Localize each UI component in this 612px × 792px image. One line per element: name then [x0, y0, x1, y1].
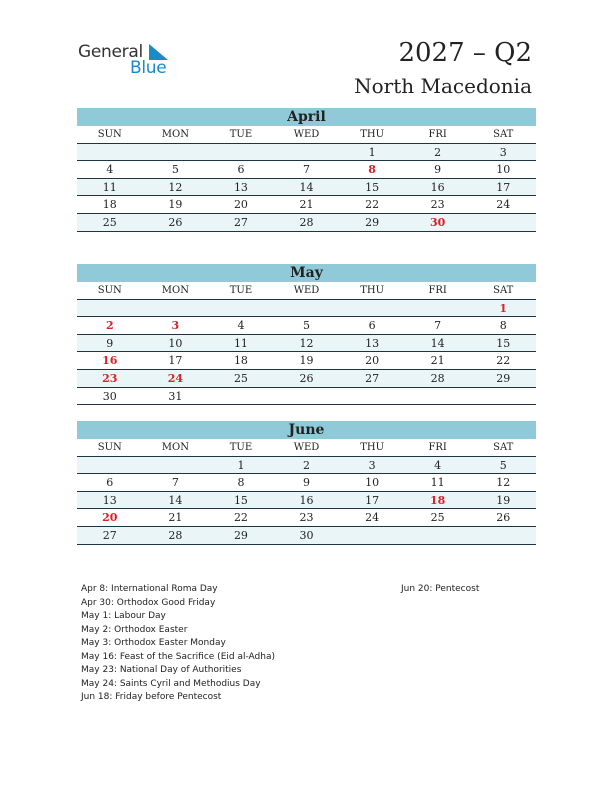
day-cell: 3	[368, 458, 376, 472]
day-cell: 9	[434, 163, 442, 177]
weekday-label: FRI	[428, 442, 447, 453]
day-cell: 18	[102, 198, 117, 212]
day-cell: 23	[102, 371, 118, 385]
day-cell: 8	[368, 163, 376, 177]
weekday-label: MON	[161, 285, 189, 296]
day-cell: 3	[171, 319, 180, 333]
month-may	[77, 264, 536, 405]
day-cell: 25	[233, 371, 248, 385]
holiday-note: May 16: Feast of the Sacrifice (Eid al-Adha)	[81, 651, 275, 662]
day-cell	[470, 214, 536, 231]
day-cell: 13	[365, 336, 380, 350]
week-row	[77, 527, 536, 545]
week-row	[77, 352, 536, 370]
day-cell: 9	[106, 336, 114, 350]
day-cell: 24	[365, 511, 380, 525]
day-cell: 21	[430, 354, 445, 368]
logo	[78, 42, 188, 82]
day-cell: 8	[499, 319, 507, 333]
day-cell: 19	[168, 198, 183, 212]
day-cell: 29	[365, 215, 380, 229]
weekday-row	[77, 439, 536, 457]
day-cell: 1	[499, 301, 508, 315]
day-cell: 16	[102, 354, 118, 368]
day-cell: 2	[105, 319, 114, 333]
day-cell: 29	[233, 528, 248, 542]
day-cell	[470, 527, 536, 544]
day-cell: 30	[102, 389, 117, 403]
day-cell: 12	[496, 476, 511, 490]
day-cell: 14	[299, 180, 314, 194]
week-row	[77, 370, 536, 388]
day-cell: 1	[368, 145, 376, 159]
day-cell: 15	[233, 493, 248, 507]
month-header: April	[77, 108, 536, 126]
weekday-label: THU	[360, 129, 385, 140]
month-header: May	[77, 264, 536, 282]
month-april	[77, 108, 536, 232]
day-cell: 18	[233, 354, 248, 368]
day-cell: 4	[237, 319, 245, 333]
week-row	[77, 161, 536, 179]
weekday-label: SAT	[493, 442, 514, 453]
holiday-notes-left	[81, 583, 275, 705]
week-row	[77, 492, 536, 510]
day-cell: 7	[303, 163, 311, 177]
day-cell: 19	[299, 354, 314, 368]
day-cell: 6	[237, 163, 245, 177]
day-cell: 3	[499, 145, 507, 159]
weekday-label: TUE	[229, 442, 253, 453]
day-cell: 11	[102, 180, 117, 194]
day-cell	[143, 300, 209, 317]
day-cell: 30	[299, 528, 314, 542]
week-row	[77, 388, 536, 406]
holiday-note: Apr 30: Orthodox Good Friday	[81, 597, 216, 608]
country-name: North Macedonia	[354, 74, 532, 98]
weekday-label: FRI	[428, 285, 447, 296]
day-cell: 10	[365, 476, 380, 490]
day-cell: 12	[168, 180, 183, 194]
day-cell: 27	[365, 371, 380, 385]
day-cell: 17	[496, 180, 511, 194]
day-cell: 2	[434, 145, 442, 159]
weekday-label: SUN	[97, 285, 122, 296]
day-cell: 29	[496, 371, 511, 385]
day-cell	[208, 388, 274, 405]
day-cell	[208, 300, 274, 317]
day-cell	[208, 144, 274, 161]
weekday-label: WED	[293, 129, 320, 140]
holiday-notes-right	[401, 583, 479, 597]
day-cell: 7	[171, 476, 179, 490]
day-cell: 1	[237, 458, 245, 472]
day-cell	[274, 144, 340, 161]
day-cell	[77, 144, 143, 161]
holiday-note: May 2: Orthodox Easter	[81, 624, 188, 635]
day-cell	[77, 300, 143, 317]
week-row	[77, 214, 536, 232]
holiday-note: May 24: Saints Cyril and Methodius Day	[81, 678, 261, 689]
day-cell	[405, 388, 471, 405]
day-cell: 21	[299, 198, 314, 212]
day-cell: 25	[430, 511, 445, 525]
weekday-label: FRI	[428, 129, 447, 140]
day-cell: 11	[430, 476, 445, 490]
day-cell: 20	[233, 198, 248, 212]
week-row	[77, 457, 536, 475]
week-row	[77, 509, 536, 527]
day-cell: 4	[106, 163, 114, 177]
day-cell: 18	[430, 493, 446, 507]
day-cell: 27	[233, 215, 248, 229]
day-cell	[274, 388, 340, 405]
weekday-label: THU	[360, 442, 385, 453]
day-cell: 28	[299, 215, 314, 229]
holiday-note: Jun 18: Friday before Pentecost	[81, 692, 222, 702]
weekday-label: SUN	[97, 129, 122, 140]
weekday-row	[77, 282, 536, 300]
day-cell	[339, 527, 405, 544]
logo-blue-text: Blue	[130, 58, 167, 78]
day-cell: 23	[430, 198, 445, 212]
day-cell: 14	[430, 336, 445, 350]
day-cell: 4	[434, 458, 442, 472]
weekday-label: TUE	[229, 129, 253, 140]
month-june	[77, 421, 536, 545]
month-header: June	[77, 421, 536, 439]
weekday-label: MON	[161, 129, 189, 140]
weekday-label: WED	[293, 285, 320, 296]
day-cell: 20	[102, 511, 118, 525]
day-cell: 22	[233, 511, 248, 525]
day-cell: 13	[102, 493, 117, 507]
day-cell: 13	[233, 180, 248, 194]
weekday-label: SAT	[493, 129, 514, 140]
day-cell: 26	[299, 371, 314, 385]
day-cell: 28	[430, 371, 445, 385]
day-cell: 5	[499, 458, 507, 472]
weekday-label: MON	[161, 442, 189, 453]
day-cell: 5	[303, 319, 311, 333]
day-cell: 25	[102, 215, 117, 229]
day-cell: 2	[303, 458, 311, 472]
weekday-label: SUN	[97, 442, 122, 453]
day-cell: 5	[171, 163, 179, 177]
week-row	[77, 300, 536, 318]
day-cell: 20	[365, 354, 380, 368]
holiday-note: May 3: Orthodox Easter Monday	[81, 638, 226, 648]
day-cell	[274, 300, 340, 317]
week-row	[77, 474, 536, 492]
day-cell	[143, 144, 209, 161]
day-cell: 17	[168, 354, 183, 368]
day-cell: 6	[368, 319, 376, 333]
day-cell: 23	[299, 511, 314, 525]
logo-general-text: General	[78, 42, 143, 62]
weekday-label: SAT	[493, 285, 514, 296]
day-cell: 28	[168, 528, 183, 542]
day-cell: 31	[168, 389, 183, 403]
day-cell: 9	[303, 476, 311, 490]
holiday-note: Jun 20: Pentecost	[401, 584, 480, 594]
day-cell	[339, 300, 405, 317]
day-cell: 6	[106, 476, 114, 490]
day-cell: 8	[237, 476, 245, 490]
day-cell	[339, 388, 405, 405]
day-cell: 10	[168, 336, 183, 350]
day-cell	[77, 457, 143, 474]
day-cell: 24	[496, 198, 511, 212]
day-cell: 16	[299, 493, 314, 507]
day-cell: 17	[365, 493, 380, 507]
weekday-label: TUE	[229, 285, 253, 296]
day-cell: 11	[233, 336, 248, 350]
day-cell: 22	[496, 354, 511, 368]
weekday-label: WED	[293, 442, 320, 453]
page-title: 2027 – Q2	[398, 38, 532, 68]
week-row	[77, 144, 536, 162]
day-cell: 21	[168, 511, 183, 525]
day-cell: 12	[299, 336, 314, 350]
week-row	[77, 335, 536, 353]
day-cell: 7	[434, 319, 442, 333]
day-cell: 24	[167, 371, 184, 385]
holiday-note: Apr 8: International Roma Day	[81, 584, 218, 594]
day-cell: 15	[365, 180, 380, 194]
day-cell	[405, 527, 471, 544]
weekday-row	[77, 126, 536, 144]
day-cell: 26	[168, 215, 183, 229]
week-row	[77, 179, 536, 197]
day-cell: 14	[168, 493, 183, 507]
day-cell: 22	[365, 198, 380, 212]
day-cell	[143, 457, 209, 474]
day-cell: 27	[102, 528, 117, 542]
holiday-note: May 1: Labour Day	[81, 611, 166, 621]
holiday-note: May 23: National Day of Authorities	[81, 665, 242, 675]
day-cell: 15	[496, 336, 511, 350]
day-cell	[470, 388, 536, 405]
week-row	[77, 196, 536, 214]
day-cell: 16	[430, 180, 445, 194]
day-cell	[405, 300, 471, 317]
week-row	[77, 317, 536, 335]
day-cell: 30	[430, 215, 446, 229]
weekday-label: THU	[360, 285, 385, 296]
day-cell: 26	[496, 511, 511, 525]
day-cell: 10	[496, 163, 511, 177]
day-cell: 19	[496, 493, 511, 507]
